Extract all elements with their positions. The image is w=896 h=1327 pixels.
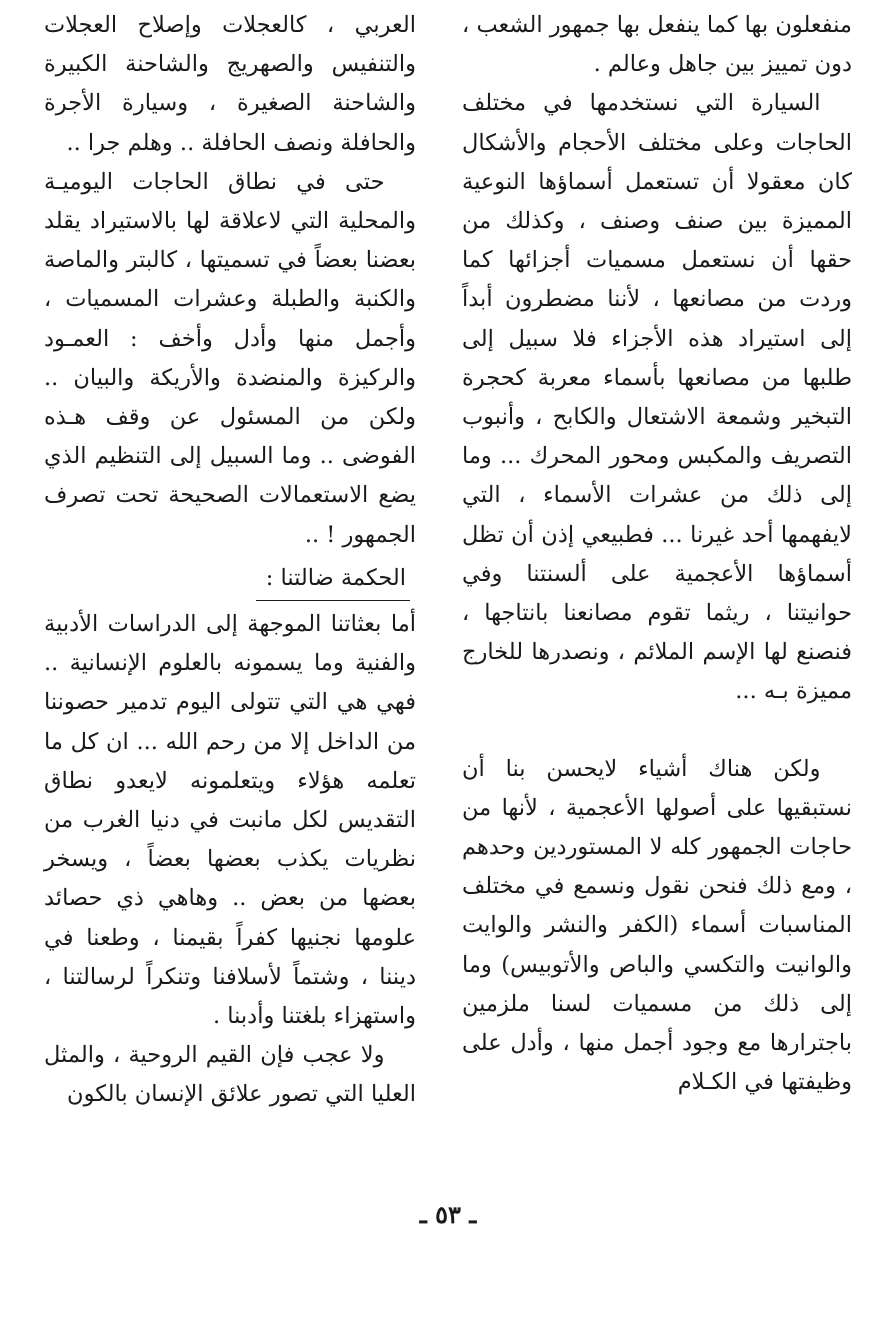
right-column: [462, 6, 852, 1102]
paragraph: ولا عجب فإن القيم الروحية ، والمثل العليا التي تصور علائق الإنسان بالكون: [44, 1042, 416, 1108]
paragraph: منفعلون بها كما ينفعل بها جمهور الشعب ، دون تمييز بين جاهل وعالم .: [462, 12, 852, 78]
paragraph: السيارة التي نستخدمها في مختلف الحاجات وعلى مختلف الأحجام والأشكال كان معقولا أن تستعمل أسماؤها النوعية المميزة بين صنف وصنف ، وكذلك من حقها أن نستعمل مسميات أجزائها كما وردت من مصانعها ، لأننا مضطرون أبداً إلى استيراد هذه الأجزاء فلا سبيل إلى طلبها من مصانعها بأسماء معربة كحجرة التبخير وشمعة الاشتعال والكابح ، وأنبوب التصريف والمكبس ومحور المحرك ... وما إلى ذلك من عشرات الأسماء ، التي لايفهمها أحد غيرنا ... فطبيعي إذن أن تظل أسماؤها الأعجمية على ألسنتنا وفي حوانيتنا ، ريثما تقوم مصانعنا بانتاجها ، فنصنع لها الإسم الملائم ، ونصدرها للخارج مميزة بـه ...: [462, 90, 852, 705]
left-column: [44, 6, 416, 1115]
paragraph: العربي ، كالعجلات وإصلاح العجلات والتنفيس والصهريج والشاحنة الكبيرة والشاحنة الصغيرة ، وسيارة الأجرة والحافلة ونصف الحافلة .. وهلم جرا ..: [44, 12, 416, 156]
section-heading-text: الحكمة ضالتنا :: [256, 559, 410, 601]
paragraph: حتى في نطاق الحاجات اليوميـة والمحلية التي لاعلاقة لها بالاستيراد يقلد بعضنا بعضاً في تسميتها ، كالبتر والماصة والكنبة والطبلة وعشرات المسميات ، وأجمل منها وأدل وأخف : العمـود والركيزة والمنضدة والأريكة والبيان .. ولكن من المسئول عن وقف هـذه الفوضى .. وما السبيل إلى التنظيم الذي يضع الاستعمالات الصحيحة تحت تصرف الجمهور ! ..: [44, 168, 416, 548]
section-heading: [44, 559, 416, 601]
paragraph: ولكن هناك أشياء لايحسن بنا أن نستبقيها على أصولها الأعجمية ، لأنها من حاجات الجمهور كله لا المستوردين وحدهم ، ومع ذلك فنحن نقول ونسمع في مختلف المناسبات أسماء (الكفر والنشر والوايت والوانيت والتكسي والباص والأتوبيس) وما إلى ذلك من مسميات لسنا ملزمين باجترارها مع وجود أجمل منها ، وأدل على وظيفتها في الكـلام: [462, 755, 852, 1096]
paragraph: أما بعثاتنا الموجهة إلى الدراسات الأدبية والفنية وما يسمونه بالعلوم الإنسانية .. فهي هي التي تتولى اليوم تدمير حصوننا من الداخل إلا من رحم الله ... ان كل ما تعلمه هؤلاء ويتعلمونه لايعدو نطاق التقديس لكل مانبت في دنيا الغرب من نظريات يكذب بعضها بعضاً ، ويسخر بعضها من بعض .. وهاهي ذي حصائد علومها نجنيها كفراً بقيمنا ، وطعنا في ديننا ، وشتماً لأسلافنا وتنكراً لرسالتنا ، واستهزاء بلغتنا وأدبنا .: [44, 611, 416, 1030]
page-number: ـ ٥٣ ـ: [419, 1200, 477, 1229]
